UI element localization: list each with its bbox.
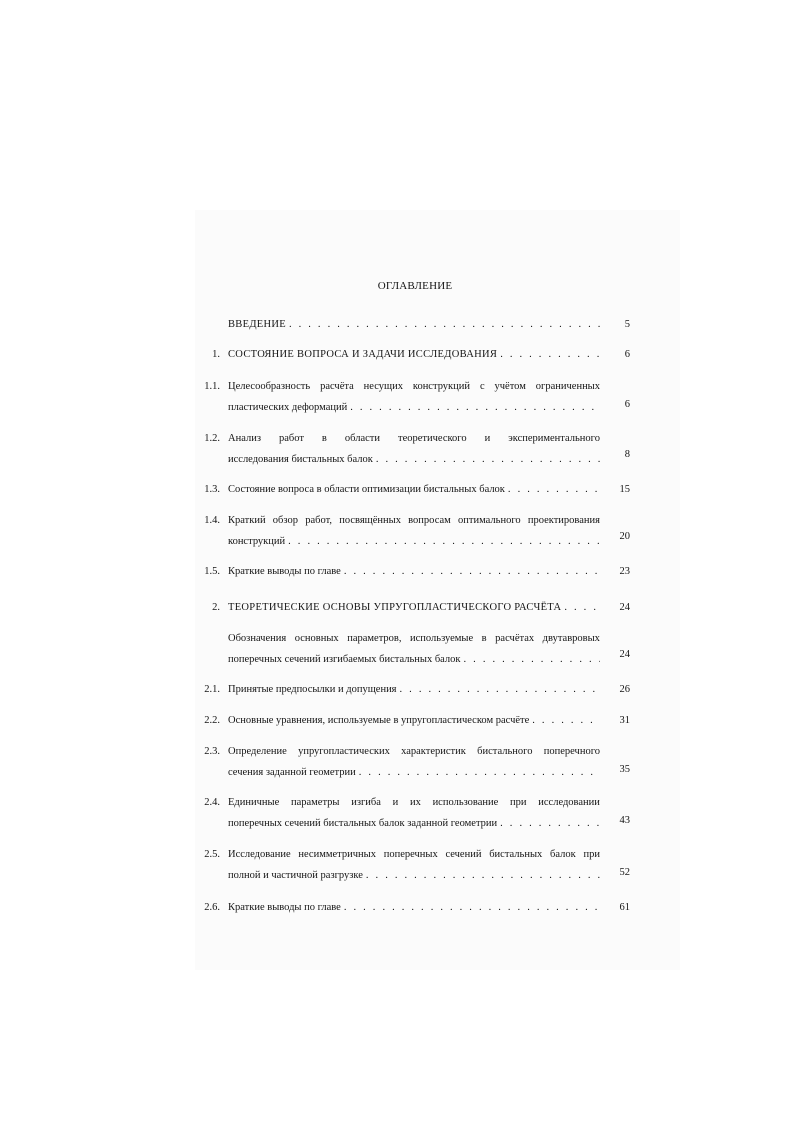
entry-page: 35 bbox=[619, 764, 630, 775]
entry-page: 6 bbox=[624, 399, 630, 410]
toc-title: ОГЛАВЛЕНИЕ bbox=[377, 280, 453, 292]
entry-title-line-1: Определение упругопластических характеристик бистального поперечного bbox=[228, 746, 600, 757]
entry-title-line-2: сечения заданной геометрии bbox=[228, 767, 356, 778]
entry-page: 31 bbox=[619, 715, 630, 726]
entry-page: 8 bbox=[624, 449, 630, 460]
entry-page: 15 bbox=[619, 484, 630, 495]
entry-page: 43 bbox=[619, 815, 630, 826]
entry-number: 2.3. bbox=[204, 746, 220, 757]
entry-title-line-1: Целесообразность расчёта несущих конструкций с учётом ограниченных bbox=[228, 381, 600, 392]
entry-number: 2.2. bbox=[204, 715, 220, 726]
entry-number: 1.2. bbox=[204, 433, 220, 444]
entry-number: 1.1. bbox=[204, 381, 220, 392]
entry-page: 61 bbox=[619, 902, 630, 913]
entry-number: 1.4. bbox=[204, 515, 220, 526]
entry-page: 5 bbox=[624, 319, 630, 330]
entry-page: 20 bbox=[619, 531, 630, 542]
entry-number: 2.4. bbox=[204, 797, 220, 808]
entry-title: Основные уравнения, используемые в упругопластическом расчёте bbox=[228, 715, 530, 726]
entry-title-line-2: поперечных сечений изгибаемых бистальных балок bbox=[228, 654, 461, 665]
entry-title-line-1: Краткий обзор работ, посвящённых вопросам оптимального проектирования bbox=[228, 515, 600, 526]
entry-number: 1.3. bbox=[204, 484, 220, 495]
entry-title-line-1: Единичные параметры изгиба и их использование при исследовании bbox=[228, 797, 600, 808]
entry-title-line-1: Обозначения основных параметров, используемые в расчётах двутавровых bbox=[228, 633, 600, 644]
entry-page: 24 bbox=[619, 649, 630, 660]
entry-number: 2.1. bbox=[204, 684, 220, 695]
entry-title-line-2: поперечных сечений бистальных балок заданной геометрии bbox=[228, 818, 498, 829]
entry-title-line-2: конструкций bbox=[228, 536, 286, 547]
entry-title: СОСТОЯНИЕ ВОПРОСА И ЗАДАЧИ ИССЛЕДОВАНИЯ bbox=[228, 349, 498, 360]
entry-title-line-1: Анализ работ в области теоретического и экспериментального bbox=[228, 433, 600, 444]
entry-page: 6 bbox=[624, 349, 630, 360]
entry-number: 2. bbox=[212, 602, 220, 613]
entry-title-line-2: исследования бистальных балок bbox=[228, 454, 373, 465]
entry-page: 23 bbox=[619, 566, 630, 577]
entry-number: 2.6. bbox=[204, 902, 220, 913]
entry-number: 2.5. bbox=[204, 849, 220, 860]
entry-number: 1. bbox=[212, 349, 220, 360]
entry-title: Принятые предпосылки и допущения bbox=[228, 684, 397, 695]
entry-title: Краткие выводы по главе bbox=[228, 566, 341, 577]
entry-title: Состояние вопроса в области оптимизации бистальных балок bbox=[228, 484, 505, 495]
entry-title: Краткие выводы по главе bbox=[228, 902, 341, 913]
entry-number: 1.5. bbox=[204, 566, 220, 577]
entry-title: ТЕОРЕТИЧЕСКИЕ ОСНОВЫ УПРУГОПЛАСТИЧЕСКОГО РАСЧЁТА bbox=[228, 602, 562, 613]
entry-page: 52 bbox=[619, 867, 630, 878]
entry-title-line-2: пластических деформаций bbox=[228, 402, 348, 413]
entry-title: ВВЕДЕНИЕ bbox=[228, 319, 286, 330]
entry-page: 24 bbox=[619, 602, 630, 613]
entry-page: 26 bbox=[619, 684, 630, 695]
entry-title-line-2: полной и частичной разгрузке bbox=[228, 870, 363, 881]
entry-title-line-1: Исследование несимметричных поперечных сечений бистальных балок при bbox=[228, 849, 600, 860]
